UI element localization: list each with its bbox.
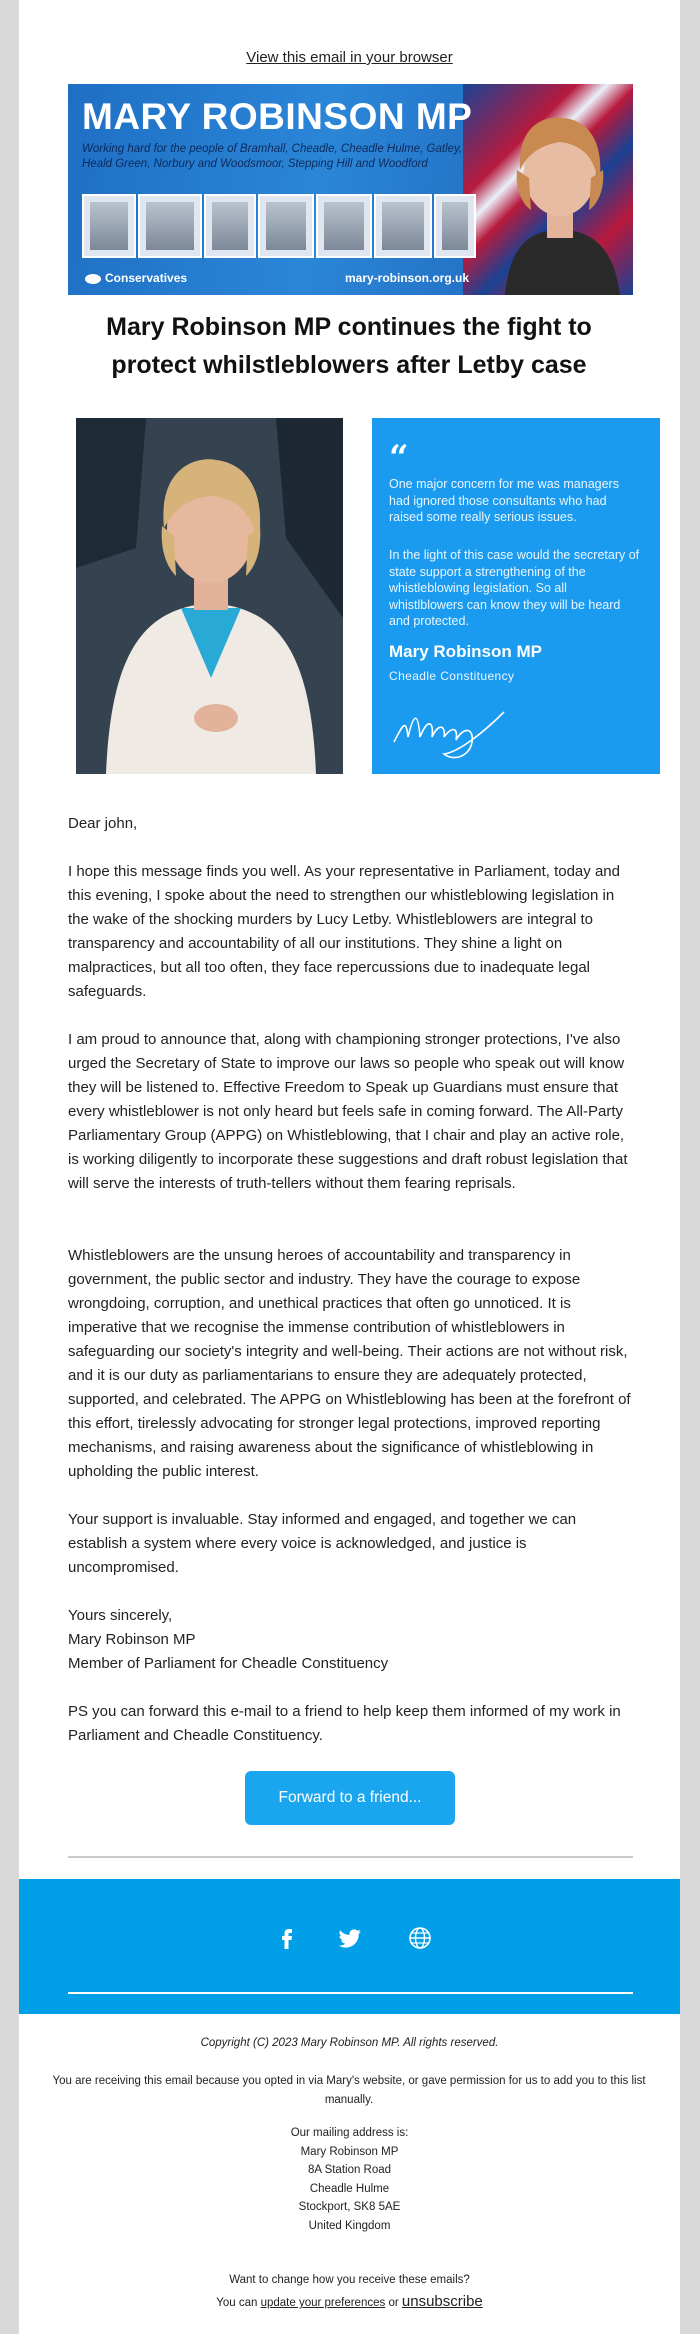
- letter-signoff: Yours sincerely,: [68, 1607, 173, 1624]
- letter-signer: Mary Robinson MP: [68, 1631, 196, 1648]
- banner-title: MARY ROBINSON MP: [82, 96, 473, 137]
- banner-photo: [82, 194, 136, 258]
- address-line: Stockport, SK8 5AE: [298, 2201, 401, 2213]
- letter-greeting: Dear john,: [68, 815, 138, 832]
- letter-signer-role: Member of Parliament for Cheadle Constituency: [68, 1655, 389, 1672]
- letter-paragraph: Your support is invaluable. Stay informed and engaged, and together we can establish a system where every voice is acknowledged, and justice is uncompromised.: [68, 1511, 577, 1576]
- letter-postscript: PS you can forward this e-mail to a friend to help keep them informed of my work in Parliament and Cheadle Constituency.: [68, 1703, 621, 1744]
- divider: [68, 1992, 633, 1994]
- banner-photo: [204, 194, 256, 258]
- banner-photo: [258, 194, 314, 258]
- banner-photo: [138, 194, 202, 258]
- conservatives-logo: [84, 271, 187, 285]
- banner-photo: [434, 194, 476, 258]
- banner-tagline: Working hard for the people of Bramhall, Cheadle, Cheadle Hulme, Gatley, Heald Green, Norbury and Woodsmoor, Stepping Hill and Woodford: [82, 143, 463, 170]
- quote-constituency: Cheadle Constituency: [389, 669, 515, 683]
- quote-author: Mary Robinson MP: [389, 642, 543, 661]
- mp-portrait: [495, 90, 625, 295]
- commons-speech-photo: [76, 418, 343, 774]
- you-can-text: You can: [216, 2297, 258, 2309]
- quote-panel: [372, 418, 660, 774]
- tree-logo-icon: [84, 273, 102, 285]
- website-icon[interactable]: [407, 1925, 433, 1951]
- footer-reason: You are receiving this email because you opted in via Mary's website, or gave permission for us to add you to this list manually.: [52, 2075, 646, 2106]
- view-in-browser-link[interactable]: View this email in your browser: [246, 49, 453, 66]
- mailing-label: Our mailing address is:: [290, 2127, 409, 2139]
- email-headline: Mary Robinson MP continues the fight to protect whilstleblowers after Letby case: [106, 313, 592, 379]
- party-name: Conservatives: [105, 271, 188, 285]
- or-text: or: [388, 2297, 399, 2309]
- footer-address: [19, 2124, 680, 2235]
- address-line: 8A Station Road: [307, 2164, 392, 2176]
- footer-preferences: [19, 2269, 680, 2314]
- divider: [68, 1856, 633, 1858]
- forward-to-friend-button[interactable]: Forward to a friend...: [245, 1771, 455, 1825]
- quote-paragraph: One major concern for me was managers had ignored those consultants who had raised some really serious issues.: [389, 477, 619, 524]
- banner-photo: [316, 194, 372, 258]
- address-line: United Kingdom: [308, 2219, 391, 2232]
- change-question: Want to change how you receive these emails?: [229, 2274, 470, 2286]
- email-body: [19, 0, 680, 2334]
- address-line: Cheadle Hulme: [309, 2182, 390, 2195]
- letter-paragraph: I hope this message finds you well. As your representative in Parliament, today and this evening, I spoke about the need to strengthen our whistleblowing legislation in the wake of the shocking murders by Lucy Letby. Whistleblowers are integral to transparency and accountability of all our institutions. They shine a light on malpractices, but all too often, they face repercussions due to inadequate legal safeguards.: [68, 863, 620, 1000]
- quote-paragraph: In the light of this case would the secretary of state support a strengthening of the whistleblowing legislation. So all whistlblowers can know they will be heard and protected.: [389, 548, 640, 628]
- social-bar: [19, 1879, 680, 2014]
- update-preferences-link[interactable]: update your preferences: [260, 2297, 386, 2309]
- twitter-icon[interactable]: [337, 1925, 363, 1951]
- letter-paragraph: Whistleblowers are the unsung heroes of accountability and transparency in government, the public sector and industry. They have the courage to expose wrongdoing, corruption, and unethical practices that often go unnoticed. It is imperative that we recognise the immense contribution of whistleblowers in safeguarding our society's integrity and well-being. Their actions are not without risk, and it is our duty as parliamentarians to ensure they are adequately protected, supported, and celebrated. The APPG on Whistleblowing has been at the forefront of this effort, tirelessly advocating for stronger legal protections, improved reporting mechanisms, and raising awareness about the significance of whistleblowing in upholding the public interest.: [68, 1247, 631, 1480]
- footer-copyright: Copyright (C) 2023 Mary Robinson MP. All rights reserved.: [200, 2037, 499, 2049]
- header-banner: [68, 84, 633, 295]
- unsubscribe-link[interactable]: unsubscribe: [401, 2293, 483, 2310]
- facebook-icon[interactable]: [274, 1925, 300, 1951]
- handwritten-signature: [384, 682, 524, 762]
- quote-mark-icon: “: [389, 438, 409, 478]
- banner-photo: [374, 194, 432, 258]
- letter-paragraph: I am proud to announce that, along with championing stronger protections, I've also urged the Secretary of State to improve our laws so people who speak out will know they will be listened to. Effective Freedom to Speak up Guardians must ensure that every whistleblower is not only heard but feels safe in coming forward. The All-Party Parliamentary Group (APPG) on Whistleblowing, that I chair and play an active role, is working diligently to incorporate these suggestions and draft robust legislation that will serve the interests of truth-tellers without them fearing reprisals.: [68, 1031, 628, 1192]
- banner-website: mary-robinson.org.uk: [345, 271, 470, 285]
- banner-photo-strip: [82, 188, 472, 258]
- address-line: Mary Robinson MP: [300, 2145, 399, 2158]
